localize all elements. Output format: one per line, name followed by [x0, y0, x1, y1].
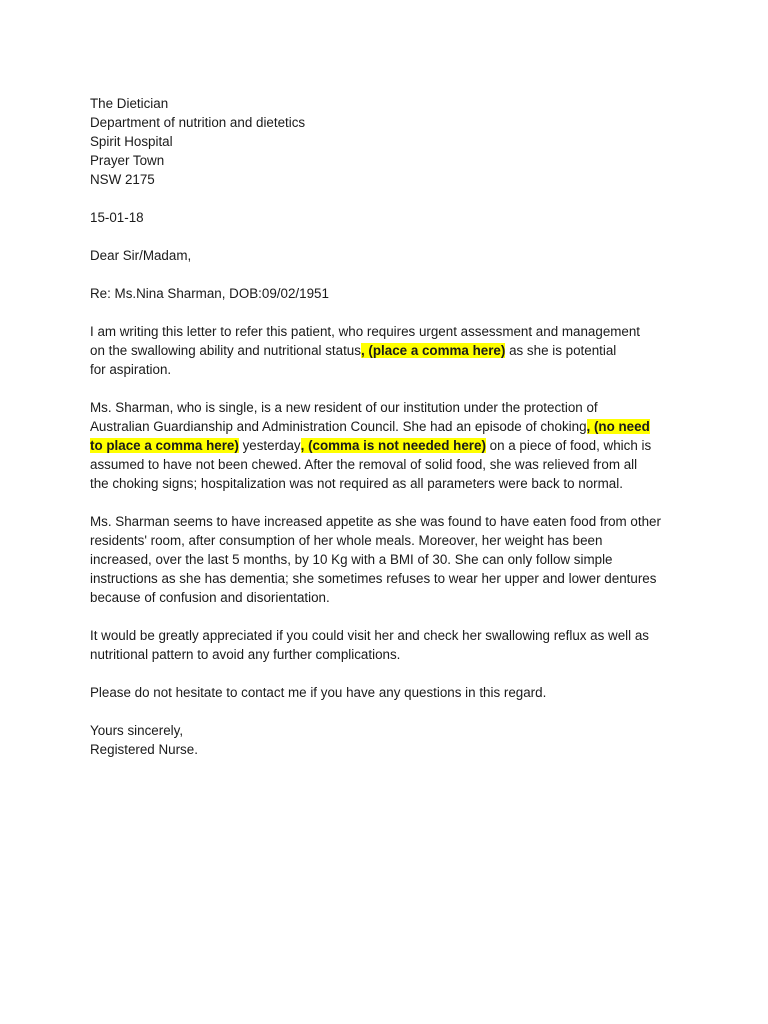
paragraph-line: It would be greatly appreciated if you could visit her and check her swallowing reflux as well as	[90, 628, 649, 643]
letter	[90, 94, 690, 759]
recipient-address	[90, 94, 690, 189]
paragraph-line	[90, 341, 690, 360]
paragraph-request	[90, 626, 690, 664]
paragraph-referral	[90, 322, 690, 379]
paragraph-line: Ms. Sharman, who is single, is a new resident of our institution under the protection of	[90, 400, 598, 415]
text-run: on a piece of food, which is	[485, 438, 652, 453]
recipient-line: Prayer Town	[90, 153, 165, 168]
paragraph-line: the choking signs; hospitalization was not required as all parameters were back to normal.	[90, 476, 623, 491]
closing-line: Yours sincerely,	[90, 723, 184, 738]
recipient-line: The Dietician	[90, 96, 169, 111]
recipient-line: Spirit Hospital	[90, 134, 173, 149]
signature-line: Registered Nurse.	[90, 742, 198, 757]
letter-date: 15-01-18	[90, 210, 144, 225]
text-run: as she is potential	[505, 343, 617, 358]
highlight-comment: , (no need	[586, 419, 650, 434]
closing-block	[90, 721, 690, 759]
subject-line: Re: Ms.Nina Sharman, DOB:09/02/1951	[90, 286, 329, 301]
paragraph-appetite	[90, 512, 690, 607]
paragraph-line: Ms. Sharman seems to have increased appetite as she was found to have eaten food from other	[90, 514, 661, 529]
paragraph-line: for aspiration.	[90, 362, 172, 377]
paragraph-line: assumed to have not been chewed. After the removal of solid food, she was relieved from all	[90, 457, 638, 472]
highlight-comment: to place a comma here)	[90, 438, 239, 453]
paragraph-line: instructions as she has dementia; she sometimes refuses to wear her upper and lower dentures	[90, 571, 657, 586]
paragraph-line	[90, 417, 690, 436]
recipient-line: NSW 2175	[90, 172, 155, 187]
paragraph-line: because of confusion and disorientation.	[90, 590, 330, 605]
paragraph-contact: Please do not hesitate to contact me if you have any questions in this regard.	[90, 685, 547, 700]
text-run: Australian Guardianship and Administration Council. She had an episode of choking	[90, 419, 587, 434]
paragraph-line: residents' room, after consumption of her whole meals. Moreover, her weight has been	[90, 533, 603, 548]
paragraph-line: nutritional pattern to avoid any further complications.	[90, 647, 401, 662]
paragraph-line: increased, over the last 5 months, by 10 Kg with a BMI of 30. She can only follow simple	[90, 552, 613, 567]
highlight-comment: , (place a comma here)	[360, 343, 506, 358]
paragraph-line	[90, 436, 690, 455]
highlight-comment: , (comma is not needed here)	[300, 438, 486, 453]
text-run: on the swallowing ability and nutritional status	[90, 343, 361, 358]
recipient-line: Department of nutrition and dietetics	[90, 115, 306, 130]
text-run: yesterday	[238, 438, 301, 453]
paragraph-incident	[90, 398, 690, 493]
paragraph-line: I am writing this letter to refer this patient, who requires urgent assessment and management	[90, 324, 641, 339]
salutation: Dear Sir/Madam,	[90, 248, 192, 263]
